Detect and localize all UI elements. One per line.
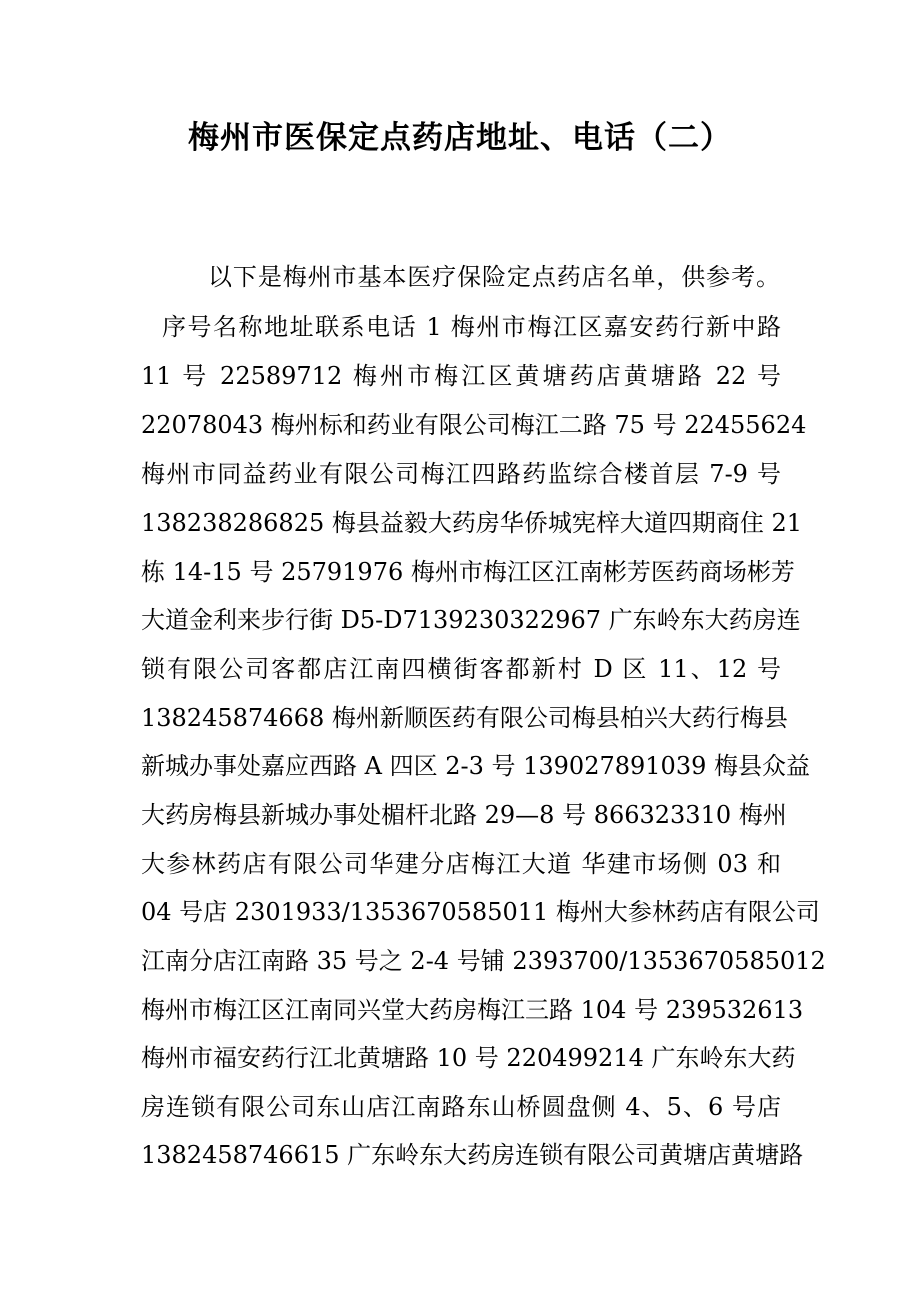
body-line: 1382458746615 广东岭东大药房连锁有限公司黄塘店黄塘路 [141, 1141, 804, 1169]
body-line: 序号名称地址联系电话 1 梅州市梅江区嘉安药行新中路 [162, 313, 781, 341]
body-line: 梅州市同益药业有限公司梅江四路药监综合楼首层 7-9 号 [141, 460, 781, 488]
body-line: 江南分店江南路 35 号之 2-4 号铺 2393700/1353670585012 [141, 947, 826, 975]
body-line: 锁有限公司客都店江南四横街客都新村 D 区 11、12 号 [141, 655, 781, 683]
body-line: 大道金利来步行街 D5-D7139230322967 广东岭东大药房连 [141, 606, 801, 634]
document-title: 梅州市医保定点药店地址、电话（二） [188, 120, 732, 156]
body-line: 房连锁有限公司东山店江南路东山桥圆盘侧 4、5、6 号店 [141, 1093, 781, 1121]
body-line: 大参林药店有限公司华建分店梅江大道 华建市场侧 03 和 [141, 850, 781, 878]
body-line: 梅州市梅江区江南同兴堂大药房梅江三路 104 号 239532613 [141, 996, 804, 1024]
body-line: 11 号 22589712 梅州市梅江区黄塘药店黄塘路 22 号 [141, 362, 781, 390]
body-line: 138245874668 梅州新顺医药有限公司梅县柏兴大药行梅县 [141, 704, 788, 732]
body-line: 22078043 梅州标和药业有限公司梅江二路 75 号 22455624 [141, 411, 807, 439]
body-line: 栋 14-15 号 25791976 梅州市梅江区江南彬芳医药商场彬芳 [141, 558, 795, 586]
body-line: 新城办事处嘉应西路 A 四区 2-3 号 139027891039 梅县众益 [141, 752, 810, 780]
body-line: 梅州市福安药行江北黄塘路 10 号 220499214 广东岭东大药 [141, 1044, 796, 1072]
body-line: 大药房梅县新城办事处楣杆北路 29—8 号 866323310 梅州 [141, 801, 787, 829]
body-line: 138238286825 梅县益毅大药房华侨城宪梓大道四期商住 21 [141, 509, 803, 537]
intro-line: 以下是梅州市基本医疗保险定点药店名单，供参考。 [208, 263, 780, 291]
body-line: 04 号店 2301933/1353670585011 梅州大参林药店有限公司 [141, 898, 820, 926]
